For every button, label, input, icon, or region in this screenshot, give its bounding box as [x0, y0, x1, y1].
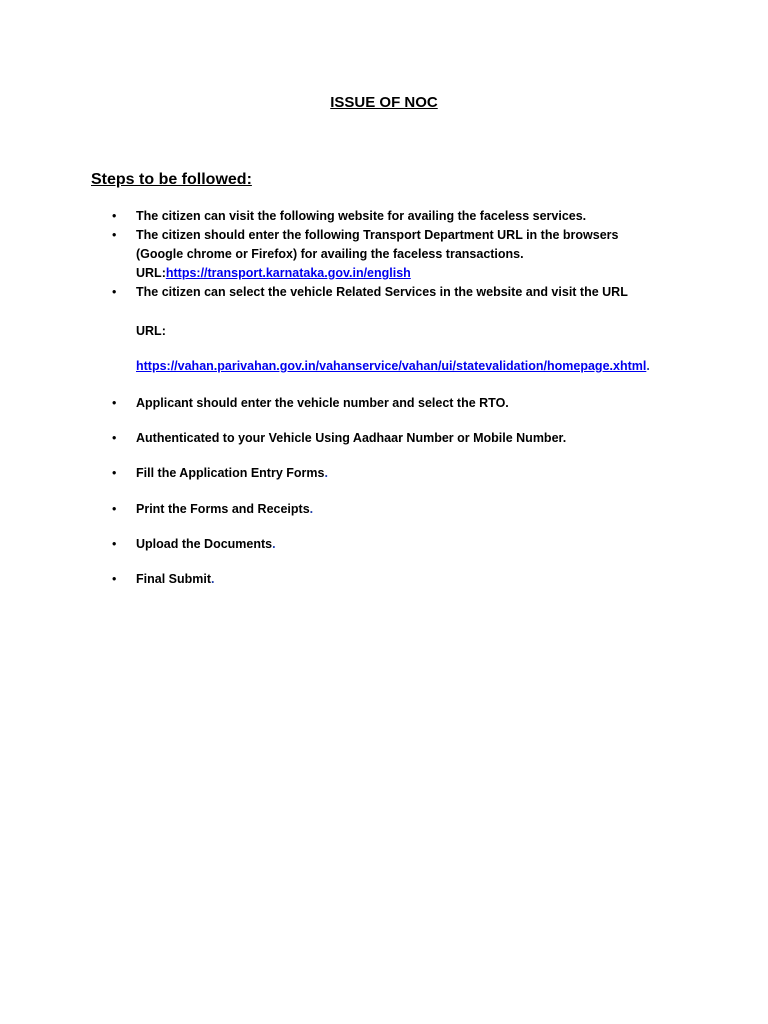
list-item	[112, 535, 732, 554]
list-item	[112, 429, 732, 448]
list-item	[112, 207, 732, 226]
bullet-icon: •	[112, 537, 117, 551]
step-suffix: .	[272, 537, 276, 551]
step-text: The citizen should enter the following Transport Department URL in the browsers	[136, 228, 619, 242]
step-suffix: .	[324, 466, 328, 480]
list-item	[112, 500, 732, 519]
bullet-icon: •	[112, 502, 117, 516]
bullet-icon: •	[112, 431, 117, 445]
bullet-icon: •	[112, 228, 117, 242]
step-text: Applicant should enter the vehicle number and select the RTO.	[136, 396, 509, 410]
step-text: Upload the Documents	[136, 537, 273, 551]
step-text: The citizen can visit the following website for availing the faceless services.	[136, 209, 587, 223]
step-text: The citizen can select the vehicle Related Services in the website and visit the URL	[136, 285, 628, 299]
list-item	[112, 394, 732, 413]
step-text: Authenticated to your Vehicle Using Aadhaar Number or Mobile Number.	[136, 431, 567, 445]
step-suffix: .	[309, 502, 314, 516]
url-suffix: .	[646, 359, 650, 373]
bullet-icon: •	[112, 572, 117, 586]
step-text: Fill the Application Entry Forms	[136, 466, 325, 480]
step-text: Print the Forms and Receipts	[136, 502, 310, 516]
bullet-icon: •	[112, 396, 117, 410]
step-text: Final Submit	[136, 572, 211, 586]
steps-list	[112, 207, 732, 589]
section-heading: Steps to be followed:	[91, 171, 252, 188]
list-item	[112, 464, 732, 483]
url-line	[136, 264, 732, 283]
transport-dept-link[interactable]: https://transport.karnataka.gov.in/english	[165, 266, 411, 280]
step-text-continued: (Google chrome or Firefox) for availing the faceless transactions.	[136, 247, 524, 261]
bullet-icon: •	[112, 466, 117, 480]
bullet-icon: •	[112, 285, 117, 299]
url-label: URL:	[136, 324, 166, 338]
list-item	[112, 226, 732, 283]
url-prefix: URL:	[136, 266, 166, 280]
step-suffix: .	[211, 572, 215, 586]
vahan-service-link[interactable]: https://vahan.parivahan.gov.in/vahanservice/vahan/ui/statevalidation/homepage.xhtml	[136, 359, 647, 373]
url-line	[136, 357, 732, 376]
list-item	[112, 570, 732, 589]
page-title: ISSUE OF NOC	[330, 94, 438, 111]
bullet-icon: •	[112, 209, 117, 223]
list-item	[112, 283, 732, 376]
